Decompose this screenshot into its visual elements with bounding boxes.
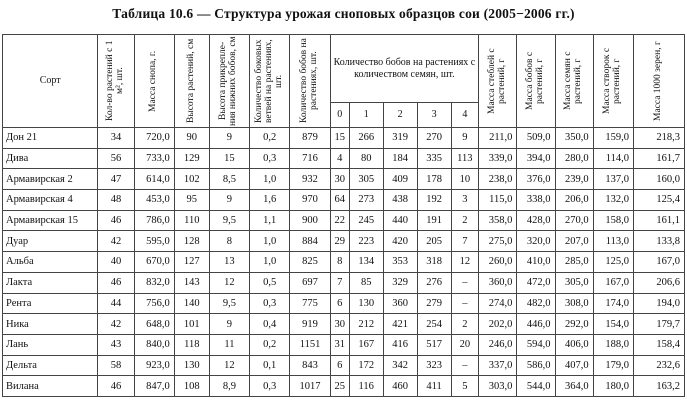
table-cell: 376,0 bbox=[517, 169, 555, 190]
table-cell: 1,0 bbox=[250, 231, 290, 252]
table-cell: 428,0 bbox=[517, 210, 555, 231]
table-cell: 13 bbox=[209, 252, 249, 273]
table-cell: 440 bbox=[383, 210, 417, 231]
table-cell: 318 bbox=[417, 252, 451, 273]
table-cell: 40 bbox=[98, 252, 134, 273]
table-cell: 8,9 bbox=[209, 376, 249, 397]
table-cell: 335 bbox=[417, 148, 451, 169]
table-cell: 411 bbox=[417, 376, 451, 397]
table-cell: 482,0 bbox=[517, 293, 555, 314]
table-cell: 158,0 bbox=[593, 210, 633, 231]
table-cell: 323 bbox=[417, 355, 451, 376]
table-cell: 20 bbox=[451, 334, 479, 355]
table-cell: 360,0 bbox=[479, 272, 517, 293]
table-cell: 305 bbox=[349, 169, 383, 190]
table-cell: 238,0 bbox=[479, 169, 517, 190]
variety-name-cell: Вилана bbox=[3, 376, 98, 397]
header-thousand-mass: Масса 1000 зерен, г bbox=[633, 35, 684, 128]
header-seeds-4: 4 bbox=[451, 103, 479, 128]
table-cell: 825 bbox=[290, 252, 330, 273]
table-cell: 167,0 bbox=[593, 272, 633, 293]
table-cell: 15 bbox=[330, 128, 349, 149]
table-cell: 125,4 bbox=[633, 190, 684, 211]
table-cell: – bbox=[451, 272, 479, 293]
table-cell: 133,8 bbox=[633, 231, 684, 252]
table-cell: 9,5 bbox=[209, 293, 249, 314]
table-cell: 254 bbox=[417, 314, 451, 335]
table-title: Таблица 10.6 — Структура урожая сноповых образцов сои (2005−2006 гг.) bbox=[112, 6, 575, 21]
table-row bbox=[3, 272, 685, 293]
table-cell: 160,0 bbox=[633, 169, 684, 190]
table-cell: 353 bbox=[383, 252, 417, 273]
table-cell: 358,0 bbox=[479, 210, 517, 231]
table-cell: 446,0 bbox=[517, 314, 555, 335]
table-cell: 113 bbox=[451, 148, 479, 169]
table-cell: 15 bbox=[209, 148, 249, 169]
table-cell: 232,6 bbox=[633, 355, 684, 376]
table-cell: 453,0 bbox=[134, 190, 174, 211]
table-body bbox=[3, 128, 685, 397]
table-cell: 5 bbox=[451, 376, 479, 397]
table-row bbox=[3, 169, 685, 190]
table-cell: 394,0 bbox=[517, 148, 555, 169]
table-cell: 154,0 bbox=[593, 314, 633, 335]
table-cell: 163,2 bbox=[633, 376, 684, 397]
table-cell: 43 bbox=[98, 334, 134, 355]
table-cell: 102 bbox=[174, 169, 209, 190]
table-cell: 7 bbox=[330, 272, 349, 293]
table-row bbox=[3, 293, 685, 314]
table-cell: 180,0 bbox=[593, 376, 633, 397]
table-cell: 246,0 bbox=[479, 334, 517, 355]
table-cell: 127 bbox=[174, 252, 209, 273]
table-cell: 205 bbox=[417, 231, 451, 252]
table-cell: 670,0 bbox=[134, 252, 174, 273]
table-cell: 85 bbox=[349, 272, 383, 293]
table-cell: 460 bbox=[383, 376, 417, 397]
table-cell: 130 bbox=[174, 355, 209, 376]
table-cell: 46 bbox=[98, 210, 134, 231]
table-cell: 544,0 bbox=[517, 376, 555, 397]
table-cell: 292,0 bbox=[555, 314, 593, 335]
table-cell: 101 bbox=[174, 314, 209, 335]
table-cell: 594,0 bbox=[517, 334, 555, 355]
table-cell: 338,0 bbox=[517, 190, 555, 211]
table-cell: 211,0 bbox=[479, 128, 517, 149]
table-cell: 421 bbox=[383, 314, 417, 335]
table-cell: 212 bbox=[349, 314, 383, 335]
table-cell: 6 bbox=[330, 355, 349, 376]
table-cell: 30 bbox=[330, 314, 349, 335]
table-row bbox=[3, 314, 685, 335]
table-cell: 832,0 bbox=[134, 272, 174, 293]
table-cell: 416 bbox=[383, 334, 417, 355]
table-cell: 132,0 bbox=[593, 190, 633, 211]
header-side-branches: Количество боковых ветвей на растениях, шт. bbox=[250, 35, 290, 128]
table-cell: 9 bbox=[451, 128, 479, 149]
table-cell: 80 bbox=[349, 148, 383, 169]
variety-name-cell: Дельта bbox=[3, 355, 98, 376]
table-cell: 697 bbox=[290, 272, 330, 293]
table-cell: 438 bbox=[383, 190, 417, 211]
table-cell: 280,0 bbox=[555, 148, 593, 169]
table-cell: 239,0 bbox=[555, 169, 593, 190]
table-cell: 114,0 bbox=[593, 148, 633, 169]
table-cell: 161,1 bbox=[633, 210, 684, 231]
table-cell: 407,0 bbox=[555, 355, 593, 376]
table-cell: 595,0 bbox=[134, 231, 174, 252]
table-cell: 1,0 bbox=[250, 252, 290, 273]
table-cell: 174,0 bbox=[593, 293, 633, 314]
table-cell: 48 bbox=[98, 190, 134, 211]
table-cell: 276 bbox=[417, 272, 451, 293]
variety-name-cell: Дон 21 bbox=[3, 128, 98, 149]
table-cell: 319 bbox=[383, 128, 417, 149]
table-cell: 64 bbox=[330, 190, 349, 211]
table-cell: 0,2 bbox=[250, 334, 290, 355]
table-cell: 720,0 bbox=[134, 128, 174, 149]
table-row bbox=[3, 190, 685, 211]
table-cell: 614,0 bbox=[134, 169, 174, 190]
table-cell: 919 bbox=[290, 314, 330, 335]
table-cell: 303,0 bbox=[479, 376, 517, 397]
table-cell: 9 bbox=[209, 314, 249, 335]
table-cell: 167,0 bbox=[633, 252, 684, 273]
table-cell: 274,0 bbox=[479, 293, 517, 314]
table-cell: 108 bbox=[174, 376, 209, 397]
header-valve-mass: Масса створок с растений, г bbox=[593, 35, 633, 128]
variety-name-cell: Лакта bbox=[3, 272, 98, 293]
table-header bbox=[3, 35, 685, 128]
table-cell: 270 bbox=[417, 128, 451, 149]
header-sort: Сорт bbox=[3, 35, 98, 128]
table-cell: 167 bbox=[349, 334, 383, 355]
table-cell: 29 bbox=[330, 231, 349, 252]
table-cell: 260,0 bbox=[479, 252, 517, 273]
table-cell: 1,1 bbox=[250, 210, 290, 231]
table-cell: 716 bbox=[290, 148, 330, 169]
table-cell: 191 bbox=[417, 210, 451, 231]
table-row bbox=[3, 148, 685, 169]
table-cell: 410,0 bbox=[517, 252, 555, 273]
table-cell: 900 bbox=[290, 210, 330, 231]
table-cell: 6 bbox=[330, 293, 349, 314]
table-cell: 12 bbox=[209, 272, 249, 293]
table-cell: 202,0 bbox=[479, 314, 517, 335]
table-cell: 364,0 bbox=[555, 376, 593, 397]
table-cell: 517 bbox=[417, 334, 451, 355]
table-cell: 206,6 bbox=[633, 272, 684, 293]
table-cell: 188,0 bbox=[593, 334, 633, 355]
table-cell: 34 bbox=[98, 128, 134, 149]
header-plant-height: Высота растений, см bbox=[174, 35, 209, 128]
variety-name-cell: Дива bbox=[3, 148, 98, 169]
table-cell: 12 bbox=[451, 252, 479, 273]
table-cell: 285,0 bbox=[555, 252, 593, 273]
table-row bbox=[3, 252, 685, 273]
table-cell: 0,3 bbox=[250, 148, 290, 169]
table-cell: 12 bbox=[209, 355, 249, 376]
header-plants-count: Кол-во растений с 1 м², шт. bbox=[98, 35, 134, 128]
table-cell: 308,0 bbox=[555, 293, 593, 314]
table-cell: 129 bbox=[174, 148, 209, 169]
table-cell: 159,0 bbox=[593, 128, 633, 149]
table-cell: 245 bbox=[349, 210, 383, 231]
table-cell: 360 bbox=[383, 293, 417, 314]
table-cell: 923,0 bbox=[134, 355, 174, 376]
table-cell: 179,0 bbox=[593, 355, 633, 376]
table-row bbox=[3, 231, 685, 252]
table-row bbox=[3, 376, 685, 397]
table-cell: 10 bbox=[451, 169, 479, 190]
table-cell: 342 bbox=[383, 355, 417, 376]
variety-name-cell: Альба bbox=[3, 252, 98, 273]
table-cell: 0,3 bbox=[250, 376, 290, 397]
table-cell: 840,0 bbox=[134, 334, 174, 355]
table-cell: 2 bbox=[451, 314, 479, 335]
header-stem-mass: Масса стеблей с растений, г bbox=[479, 35, 517, 128]
table-cell: 9 bbox=[209, 128, 249, 149]
table-cell: 58 bbox=[98, 355, 134, 376]
table-cell: 110 bbox=[174, 210, 209, 231]
variety-name-cell: Ника bbox=[3, 314, 98, 335]
table-cell: 172 bbox=[349, 355, 383, 376]
table-cell: 115,0 bbox=[479, 190, 517, 211]
table-cell: 1151 bbox=[290, 334, 330, 355]
table-cell: 116 bbox=[349, 376, 383, 397]
table-row bbox=[3, 128, 685, 149]
table-cell: 350,0 bbox=[555, 128, 593, 149]
header-seed-mass: Масса семян с растений, г bbox=[555, 35, 593, 128]
table-cell: 9,5 bbox=[209, 210, 249, 231]
table-cell: 0,4 bbox=[250, 314, 290, 335]
table-cell: 207,0 bbox=[555, 231, 593, 252]
header-seeds-group: Количество бобов на растениях с количеством семян, шт. bbox=[330, 35, 478, 103]
table-cell: 125,0 bbox=[593, 252, 633, 273]
table-cell: 30 bbox=[330, 169, 349, 190]
variety-name-cell: Дуар bbox=[3, 231, 98, 252]
table-cell: 223 bbox=[349, 231, 383, 252]
header-lower-pod-height: Высота прикрепле-ния нижних бобов, см bbox=[209, 35, 249, 128]
table-cell: 266 bbox=[349, 128, 383, 149]
table-cell: 194,0 bbox=[633, 293, 684, 314]
table-cell: 46 bbox=[98, 376, 134, 397]
table-cell: 8 bbox=[209, 231, 249, 252]
header-seeds-0: 0 bbox=[330, 103, 349, 128]
variety-name-cell: Армавирская 2 bbox=[3, 169, 98, 190]
table-cell: 0,2 bbox=[250, 128, 290, 149]
table-cell: 178 bbox=[417, 169, 451, 190]
table-cell: 279 bbox=[417, 293, 451, 314]
table-cell: 206,0 bbox=[555, 190, 593, 211]
table-cell: 273 bbox=[349, 190, 383, 211]
table-cell: 46 bbox=[98, 272, 134, 293]
header-pods-count: Количество бобов на растениях, шт. bbox=[290, 35, 330, 128]
table-row bbox=[3, 334, 685, 355]
variety-name-cell: Армавирская 4 bbox=[3, 190, 98, 211]
table-cell: 970 bbox=[290, 190, 330, 211]
table-cell: 733,0 bbox=[134, 148, 174, 169]
header-sheaf-mass: Масса снопа, г. bbox=[134, 35, 174, 128]
table-cell: 118 bbox=[174, 334, 209, 355]
table-cell: 137,0 bbox=[593, 169, 633, 190]
table-cell: 11 bbox=[209, 334, 249, 355]
table-cell: 879 bbox=[290, 128, 330, 149]
variety-name-cell: Армавирская 15 bbox=[3, 210, 98, 231]
table-cell: 305,0 bbox=[555, 272, 593, 293]
table-cell: 648,0 bbox=[134, 314, 174, 335]
harvest-structure-table bbox=[2, 34, 685, 397]
table-cell: 270,0 bbox=[555, 210, 593, 231]
table-cell: 472,0 bbox=[517, 272, 555, 293]
table-cell: 586,0 bbox=[517, 355, 555, 376]
table-cell: 192 bbox=[417, 190, 451, 211]
table-cell: 1,0 bbox=[250, 169, 290, 190]
table-cell: 775 bbox=[290, 293, 330, 314]
table-cell: – bbox=[451, 293, 479, 314]
table-cell: 884 bbox=[290, 231, 330, 252]
table-cell: 756,0 bbox=[134, 293, 174, 314]
table-cell: 4 bbox=[330, 148, 349, 169]
table-cell: 932 bbox=[290, 169, 330, 190]
table-cell: 134 bbox=[349, 252, 383, 273]
table-cell: 44 bbox=[98, 293, 134, 314]
table-cell: 409 bbox=[383, 169, 417, 190]
table-cell: 128 bbox=[174, 231, 209, 252]
table-cell: 90 bbox=[174, 128, 209, 149]
table-cell: 42 bbox=[98, 314, 134, 335]
table-row bbox=[3, 355, 685, 376]
table-cell: 42 bbox=[98, 231, 134, 252]
table-cell: 509,0 bbox=[517, 128, 555, 149]
table-cell: 320,0 bbox=[517, 231, 555, 252]
table-cell: 786,0 bbox=[134, 210, 174, 231]
table-cell: 56 bbox=[98, 148, 134, 169]
table-cell: 158,4 bbox=[633, 334, 684, 355]
table-cell: 2 bbox=[451, 210, 479, 231]
table-cell: 179,7 bbox=[633, 314, 684, 335]
table-cell: 218,3 bbox=[633, 128, 684, 149]
table-cell: 275,0 bbox=[479, 231, 517, 252]
table-cell: 184 bbox=[383, 148, 417, 169]
table-cell: 0,3 bbox=[250, 293, 290, 314]
table-cell: 161,7 bbox=[633, 148, 684, 169]
table-cell: 7 bbox=[451, 231, 479, 252]
variety-name-cell: Лань bbox=[3, 334, 98, 355]
table-cell: 1,6 bbox=[250, 190, 290, 211]
table-cell: 420 bbox=[383, 231, 417, 252]
table-cell: – bbox=[451, 355, 479, 376]
table-cell: 130 bbox=[349, 293, 383, 314]
table-cell: 95 bbox=[174, 190, 209, 211]
table-cell: 8,5 bbox=[209, 169, 249, 190]
table-cell: 329 bbox=[383, 272, 417, 293]
table-cell: 31 bbox=[330, 334, 349, 355]
header-seeds-1: 1 bbox=[349, 103, 383, 128]
table-cell: 25 bbox=[330, 376, 349, 397]
table-cell: 9 bbox=[209, 190, 249, 211]
table-cell: 140 bbox=[174, 293, 209, 314]
table-cell: 0,1 bbox=[250, 355, 290, 376]
table-cell: 8 bbox=[330, 252, 349, 273]
table-cell: 406,0 bbox=[555, 334, 593, 355]
header-seeds-3: 3 bbox=[417, 103, 451, 128]
header-pod-mass: Масса бобов с растений, г bbox=[517, 35, 555, 128]
table-cell: 339,0 bbox=[479, 148, 517, 169]
table-cell: 143 bbox=[174, 272, 209, 293]
table-cell: 3 bbox=[451, 190, 479, 211]
header-seeds-2: 2 bbox=[383, 103, 417, 128]
table-cell: 22 bbox=[330, 210, 349, 231]
table-cell: 0,5 bbox=[250, 272, 290, 293]
table-cell: 1017 bbox=[290, 376, 330, 397]
table-cell: 843 bbox=[290, 355, 330, 376]
variety-name-cell: Рента bbox=[3, 293, 98, 314]
table-cell: 847,0 bbox=[134, 376, 174, 397]
table-cell: 47 bbox=[98, 169, 134, 190]
table-cell: 337,0 bbox=[479, 355, 517, 376]
table-row bbox=[3, 210, 685, 231]
table-cell: 113,0 bbox=[593, 231, 633, 252]
